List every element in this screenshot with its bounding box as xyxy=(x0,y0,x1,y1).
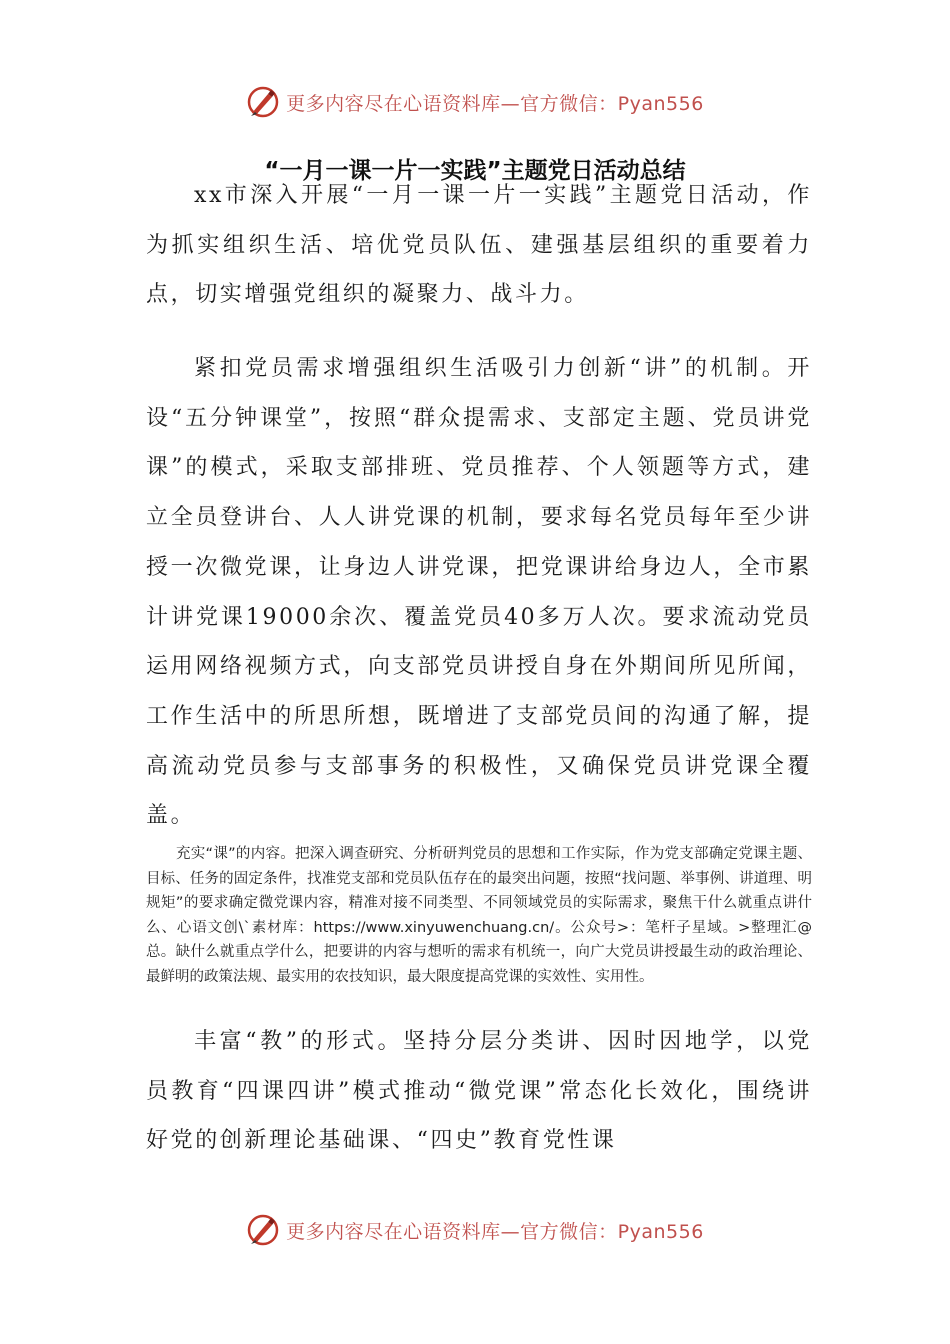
paragraph-teaching-form xyxy=(146,1017,812,1166)
document-title: “一月一课一片一实践”主题党日活动总结 xyxy=(264,158,686,184)
header-banner-text: 更多内容尽在心语资料库—官方微信：Pyan556 xyxy=(286,92,704,115)
footer-banner-text: 更多内容尽在心语资料库—官方微信：Pyan556 xyxy=(286,1220,704,1243)
paragraph-text: 紧扣党员需求增强组织生活吸引力创新“讲”的机制。开设“五分钟课堂”，按照“群众提需求、支部定主题、党员讲党课”的模式，采取支部排班、党员推荐、个人领题等方式，建立全员登讲台、人人讲党课的机制，要求每名党员每年至少讲授一次微党课，让身边人讲党课，把党课讲给身边人，全市累计讲党课19000余次、覆盖党员40多万人次。要求流动党员运用网络视频方式，向支部党员讲授自身在外期间所见所闻，工作生活中的所思所想，既增进了支部党员间的沟通了解，提高流动党员参与支部事务的积极性，又确保党员讲党课全覆盖。 xyxy=(146,356,812,829)
paragraph-course-content xyxy=(146,842,812,990)
header-banner xyxy=(0,80,950,124)
paragraph-intro xyxy=(146,171,812,320)
paragraph-lecture-mechanism xyxy=(146,344,812,841)
paragraph-text: 丰富“教”的形式。坚持分层分类讲、因时因地学，以党员教育“四课四讲”模式推动“微党课”常态化长效化，围绕讲好党的创新理论基础课、“四史”教育党性课 xyxy=(146,1029,812,1154)
paragraph-text: 充实“课”的内容。把深入调查研究、分析研判党员的思想和工作实际，作为党支部确定党课主题、目标、任务的固定条件，找准党支部和党员队伍存在的最突出问题，按照“找问题、举事例、讲道理、明规矩”的要求确定微党课内容，精准对接不同类型、不同领域党员的实际需求，聚焦干什么就重点讲什么、心语文创\`素材库：https://www.xinyuwenchuang.cn/。公众号>：笔杆子星域。>整理汇@总。缺什么就重点学什么，把要讲的内容与想听的需求有机统一，向广大党员讲授最生动的政治理论、最鲜明的政策法规、最实用的农技知识，最大限度提高党课的实效性、实用性。 xyxy=(146,846,812,985)
pen-logo-icon xyxy=(246,85,280,119)
pen-logo-icon xyxy=(246,1213,280,1247)
paragraph-text: xx市深入开展“一月一课一片一实践”主题党日活动，作为抓实组织生活、培优党员队伍、建强基层组织的重要着力点，切实增强党组织的凝聚力、战斗力。 xyxy=(146,183,812,308)
footer-banner xyxy=(0,1208,950,1252)
